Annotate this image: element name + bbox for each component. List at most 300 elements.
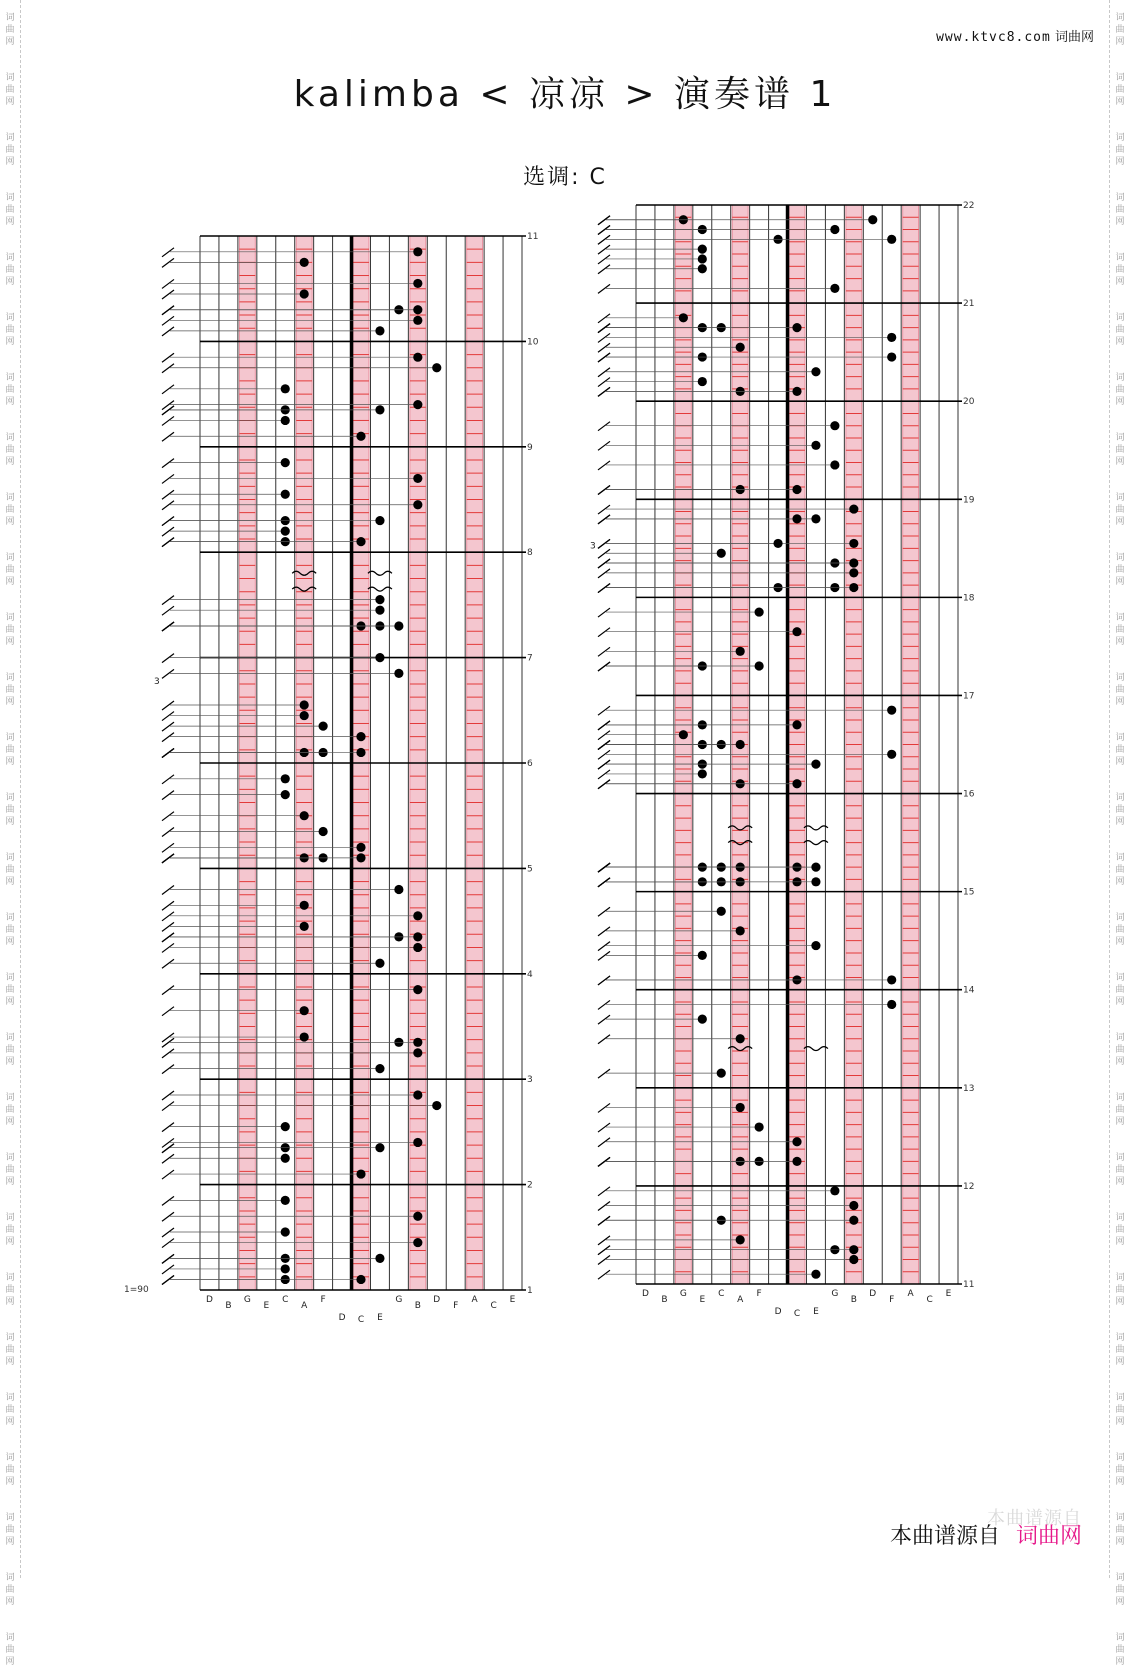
note-dot [281, 490, 290, 499]
note-dot [792, 1157, 801, 1166]
stroke-tick [598, 1103, 610, 1112]
note-dot [300, 289, 309, 298]
note-dot [830, 1186, 839, 1195]
stroke-tick [162, 1239, 174, 1248]
stroke-tick [598, 378, 610, 387]
measure-number: 19 [963, 495, 975, 506]
note-dot [413, 400, 422, 409]
note-dot [281, 774, 290, 783]
measure-number: 4 [527, 969, 533, 980]
stroke-tick [598, 1236, 610, 1245]
tine-label: G [243, 1295, 251, 1305]
stroke-tick [598, 706, 610, 715]
stroke-tick [162, 1144, 174, 1153]
note-dot [792, 485, 801, 494]
note-dot [887, 975, 896, 984]
stroke-tick [162, 353, 174, 362]
measure-number: 14 [963, 985, 975, 996]
stroke-tick [598, 1035, 610, 1044]
tine-label: C [357, 1315, 365, 1325]
triplet-mark: 3 [154, 676, 160, 687]
stroke-tick [598, 608, 610, 617]
stroke-tick [598, 216, 610, 225]
stroke-tick [162, 406, 174, 415]
note-dot [375, 606, 384, 615]
stroke-tick [162, 701, 174, 710]
stroke-tick [598, 1000, 610, 1009]
note-dot [281, 458, 290, 467]
stroke-tick [162, 885, 174, 894]
note-dot [281, 1227, 290, 1236]
note-dot [792, 387, 801, 396]
note-dot [413, 932, 422, 941]
measure-number: 3 [527, 1075, 533, 1086]
stroke-tick [598, 750, 610, 759]
stroke-tick [598, 333, 610, 342]
stroke-tick [162, 538, 174, 547]
tine-label: D [869, 1289, 877, 1299]
stroke-tick [598, 368, 610, 377]
tine-label: F [889, 1295, 895, 1305]
note-dot [300, 1006, 309, 1015]
note-dot [849, 1255, 858, 1264]
tine-label: G [395, 1295, 403, 1305]
stroke-tick [162, 1254, 174, 1263]
stroke-tick [162, 986, 174, 995]
stroke-tick [162, 258, 174, 267]
left-watermark-strip: 词 曲 网 词 曲 网 词 曲 网 词 曲 网 词 曲 网 词 曲 网 词 曲 网 词 曲 网 词 曲 网 词 曲 网 词 曲 网 词 曲 网 词 曲 网 词 曲 网 词 曲 网 词 曲 网 词 曲 网 词 曲 网 词 曲 网 词 曲 网 词 曲 网 词 曲 网 词 曲 网 词 曲 网 词 曲 网 词 曲 网 词 曲 网 词 曲 网 [0, 0, 21, 1578]
stroke-tick [162, 959, 174, 968]
note-dot [375, 959, 384, 968]
note-dot [281, 790, 290, 799]
note-dot [413, 943, 422, 952]
stroke-tick [598, 353, 610, 362]
note-dot [281, 416, 290, 425]
note-dot [736, 1103, 745, 1112]
stroke-tick [162, 1138, 174, 1147]
note-dot [736, 926, 745, 935]
measure-number: 22 [963, 201, 975, 211]
stroke-tick [598, 441, 610, 450]
stroke-tick [162, 712, 174, 721]
note-dot [698, 769, 707, 778]
stroke-tick [598, 976, 610, 985]
note-dot [887, 706, 896, 715]
note-dot [356, 432, 365, 441]
stroke-tick [598, 255, 610, 264]
note-dot [300, 1032, 309, 1041]
stroke-tick [162, 385, 174, 394]
stroke-tick [162, 474, 174, 483]
stroke-tick [598, 324, 610, 333]
note-dot [413, 1212, 422, 1221]
note-dot [375, 1254, 384, 1263]
note-dot [300, 258, 309, 267]
stroke-tick [598, 1015, 610, 1024]
stroke-tick [162, 943, 174, 952]
stroke-tick [162, 306, 174, 315]
stroke-tick [598, 539, 610, 548]
stroke-tick [598, 760, 610, 769]
note-dot [887, 235, 896, 244]
note-dot [394, 669, 403, 678]
note-dot [849, 1245, 858, 1254]
note-dot [413, 911, 422, 920]
stroke-tick [598, 1216, 610, 1225]
stroke-tick [162, 922, 174, 931]
tine-label: F [453, 1301, 459, 1311]
note-dot [755, 1122, 764, 1131]
stroke-tick [598, 569, 610, 578]
note-dot [792, 323, 801, 332]
stroke-tick [598, 515, 610, 524]
note-dot [811, 1270, 820, 1279]
stroke-tick [598, 770, 610, 779]
stroke-tick [598, 235, 610, 244]
stroke-tick [598, 343, 610, 352]
stroke-tick [162, 828, 174, 837]
stroke-tick [598, 422, 610, 431]
note-dot [413, 1238, 422, 1247]
note-dot [868, 215, 877, 224]
note-dot [887, 352, 896, 361]
page-title: kalimba < 凉凉 > 演奏谱 1 [293, 74, 837, 115]
stroke-tick [162, 1228, 174, 1237]
note-dot [356, 1169, 365, 1178]
stroke-tick [162, 432, 174, 441]
note-dot [811, 941, 820, 950]
stroke-tick [162, 596, 174, 605]
note-dot [698, 951, 707, 960]
site-url[interactable]: www.ktvc8.com [936, 30, 1051, 45]
measure-number: 17 [963, 691, 975, 702]
stroke-tick [598, 284, 610, 293]
note-dot [773, 539, 782, 548]
stroke-tick [598, 741, 610, 750]
tine-label: D [433, 1295, 441, 1305]
measure-number: 1 [527, 1286, 533, 1296]
stroke-tick [598, 387, 610, 396]
note-dot [375, 653, 384, 662]
stroke-tick [598, 1202, 610, 1211]
note-dot [281, 1122, 290, 1131]
stroke-tick [162, 912, 174, 921]
note-dot [849, 568, 858, 577]
tine-label: G [831, 1289, 839, 1299]
right-watermark-strip: 词 曲 网 词 曲 网 词 曲 网 词 曲 网 词 曲 网 词 曲 网 词 曲 网 词 曲 网 词 曲 网 词 曲 网 词 曲 网 词 曲 网 词 曲 网 词 曲 网 词 曲 网 词 曲 网 词 曲 网 词 曲 网 词 曲 网 词 曲 网 词 曲 网 词 曲 网 词 曲 网 词 曲 网 词 曲 网 词 曲 网 词 曲 网 词 曲 网 [1109, 0, 1130, 1578]
stroke-tick [162, 459, 174, 468]
note-dot [281, 1154, 290, 1163]
tremolo-mark [368, 571, 392, 575]
note-dot [413, 1048, 422, 1057]
stroke-tick [162, 606, 174, 615]
stroke-tick [162, 517, 174, 526]
tine-label: E [377, 1313, 383, 1323]
note-dot [792, 1137, 801, 1146]
stroke-tick [598, 265, 610, 274]
stroke-tick [162, 933, 174, 942]
tine-label: E [263, 1301, 270, 1311]
stroke-tick [162, 854, 174, 863]
note-dot [849, 539, 858, 548]
footer-site-link[interactable]: 词曲网 [1015, 1524, 1082, 1549]
stroke-tick [598, 1157, 610, 1166]
note-dot [811, 760, 820, 769]
note-dot [413, 1038, 422, 1047]
measure-number: 10 [527, 337, 539, 348]
note-dot [300, 700, 309, 709]
note-dot [356, 843, 365, 852]
note-dot [698, 377, 707, 386]
stroke-tick [162, 1049, 174, 1058]
stroke-tick [162, 1154, 174, 1163]
note-dot [281, 1196, 290, 1205]
stroke-tick [598, 505, 610, 514]
stroke-tick [598, 721, 610, 730]
note-dot [736, 343, 745, 352]
note-dot [811, 441, 820, 450]
stroke-tick [598, 485, 610, 494]
note-dot [679, 730, 688, 739]
tine-label: C [282, 1295, 289, 1305]
note-dot [792, 720, 801, 729]
stroke-tick [598, 461, 610, 470]
note-dot [830, 460, 839, 469]
footer-prefix: 本曲谱源自 [889, 1524, 1000, 1549]
site-name[interactable]: 词曲网 [1054, 30, 1094, 45]
stroke-tick [162, 775, 174, 784]
note-dot [413, 1090, 422, 1099]
stroke-tick [162, 1265, 174, 1274]
note-dot [792, 779, 801, 788]
note-dot [849, 1216, 858, 1225]
stroke-tick [162, 1038, 174, 1047]
note-dot [356, 748, 365, 757]
tine-label: F [320, 1295, 326, 1305]
note-dot [300, 901, 309, 910]
stroke-tick [162, 290, 174, 299]
stroke-tick [598, 584, 610, 593]
tine-label: B [661, 1295, 668, 1305]
note-dot [755, 661, 764, 670]
tremolo-mark [804, 1047, 828, 1051]
note-dot [375, 1143, 384, 1152]
note-dot [755, 607, 764, 616]
stroke-tick [162, 501, 174, 510]
note-dot [375, 516, 384, 525]
note-dot [281, 1264, 290, 1273]
tine-label: A [907, 1289, 914, 1299]
note-dot [394, 885, 403, 894]
tremolo-mark [804, 826, 828, 830]
note-dot [830, 284, 839, 293]
tine-label: D [338, 1313, 346, 1323]
measure-number: 11 [963, 1280, 975, 1290]
tine-label: C [718, 1289, 725, 1299]
note-dot [300, 811, 309, 820]
note-dot [811, 367, 820, 376]
note-dot [811, 514, 820, 523]
measure-number: 11 [527, 232, 539, 242]
footer-source [890, 1519, 1082, 1550]
tine-label: C [926, 1295, 933, 1305]
stroke-tick [162, 791, 174, 800]
note-dot [830, 225, 839, 234]
stroke-tick [162, 733, 174, 742]
stroke-tick [598, 927, 610, 936]
measure-number: 16 [963, 789, 975, 800]
stroke-tick [598, 314, 610, 323]
stroke-tick [162, 1123, 174, 1132]
note-dot [792, 627, 801, 636]
note-dot [698, 254, 707, 263]
measure-number: 12 [963, 1181, 975, 1192]
note-dot [849, 504, 858, 513]
stroke-tick [162, 722, 174, 731]
tine-label: G [679, 1289, 687, 1299]
note-dot [356, 1275, 365, 1284]
stroke-tick [162, 416, 174, 425]
stroke-tick [162, 327, 174, 336]
tine-label: D [642, 1289, 649, 1299]
note-dot [432, 363, 441, 372]
note-dot [811, 877, 820, 886]
stroke-tick [162, 490, 174, 499]
note-dot [375, 405, 384, 414]
tremolo-mark [804, 841, 828, 845]
note-dot [717, 1069, 726, 1078]
stroke-tick [598, 1255, 610, 1264]
stroke-tick [598, 780, 610, 789]
note-dot [413, 305, 422, 314]
footer-prefix-shadow: 本曲谱源自 [987, 1508, 1082, 1529]
note-dot [849, 583, 858, 592]
tine-label: A [301, 1301, 308, 1311]
note-dot [736, 1235, 745, 1244]
note-dot [717, 549, 726, 558]
note-dot [811, 863, 820, 872]
note-dot [698, 1015, 707, 1024]
stroke-tick [598, 1270, 610, 1279]
note-dot [319, 827, 328, 836]
note-dot [679, 313, 688, 322]
stroke-tick [598, 951, 610, 960]
tine-label: B [414, 1301, 421, 1311]
stroke-tick [598, 559, 610, 568]
measure-number: 7 [527, 653, 533, 664]
note-dot [717, 907, 726, 916]
note-dot [887, 333, 896, 342]
note-dot [375, 595, 384, 604]
stroke-tick [162, 1275, 174, 1284]
tempo-label: 1=90 [124, 1285, 149, 1295]
tine-label: A [471, 1295, 478, 1305]
note-dot [356, 853, 365, 862]
tine-label: A [737, 1295, 744, 1305]
stroke-tick [162, 364, 174, 373]
tine-label: F [756, 1289, 762, 1299]
stroke-tick [598, 647, 610, 656]
note-dot [698, 264, 707, 273]
triplet-mark: 3 [590, 541, 596, 552]
note-dot [830, 421, 839, 430]
measure-number: 13 [963, 1083, 975, 1094]
stroke-tick [162, 1212, 174, 1221]
stroke-tick [598, 863, 610, 872]
measure-number: 20 [963, 397, 975, 408]
tine-label: E [509, 1295, 516, 1305]
stroke-tick [162, 316, 174, 325]
stroke-tick [598, 942, 610, 951]
tine-label: D [774, 1307, 782, 1317]
note-dot [413, 316, 422, 325]
tine-label: E [945, 1289, 952, 1299]
stroke-tick [162, 1170, 174, 1179]
note-dot [432, 1101, 441, 1110]
note-dot [356, 537, 365, 546]
stroke-tick [598, 731, 610, 740]
stroke-tick [598, 226, 610, 235]
stroke-tick [598, 1069, 610, 1078]
note-dot [413, 500, 422, 509]
stroke-tick [598, 1123, 610, 1132]
note-dot [849, 558, 858, 567]
stroke-tick [162, 401, 174, 410]
note-dot [281, 384, 290, 393]
measure-number: 9 [527, 442, 533, 453]
measure-number: 15 [963, 887, 975, 898]
note-dot [413, 985, 422, 994]
note-dot [300, 711, 309, 720]
stroke-tick [162, 1102, 174, 1111]
stroke-tick [162, 812, 174, 821]
stroke-tick [162, 1065, 174, 1074]
stroke-tick [598, 245, 610, 254]
stroke-tick [162, 1033, 174, 1042]
note-dot [413, 353, 422, 362]
note-dot [736, 647, 745, 656]
tine-label: B [225, 1301, 232, 1311]
stroke-tick [598, 1138, 610, 1147]
key-label: 选调: C [523, 165, 607, 190]
stroke-tick [162, 843, 174, 852]
note-dot [281, 527, 290, 536]
stroke-tick [598, 907, 610, 916]
measure-number: 5 [527, 864, 533, 875]
note-dot [375, 326, 384, 335]
note-dot [413, 474, 422, 483]
note-dot [319, 722, 328, 731]
stroke-tick [162, 279, 174, 288]
note-dot [736, 740, 745, 749]
stroke-tick [162, 248, 174, 257]
tine-label: D [206, 1295, 213, 1305]
note-dot [792, 514, 801, 523]
note-dot [300, 922, 309, 931]
note-dot [413, 1138, 422, 1147]
note-dot [736, 1034, 745, 1043]
stroke-tick [162, 1091, 174, 1100]
tine-label: C [490, 1301, 497, 1311]
stroke-tick [598, 628, 610, 637]
tremolo-mark [368, 587, 392, 591]
measure-number: 21 [963, 299, 975, 310]
stroke-tick [598, 1187, 610, 1196]
stroke-tick [598, 549, 610, 558]
note-dot [849, 1201, 858, 1210]
stroke-tick [162, 622, 174, 631]
note-dot [394, 621, 403, 630]
